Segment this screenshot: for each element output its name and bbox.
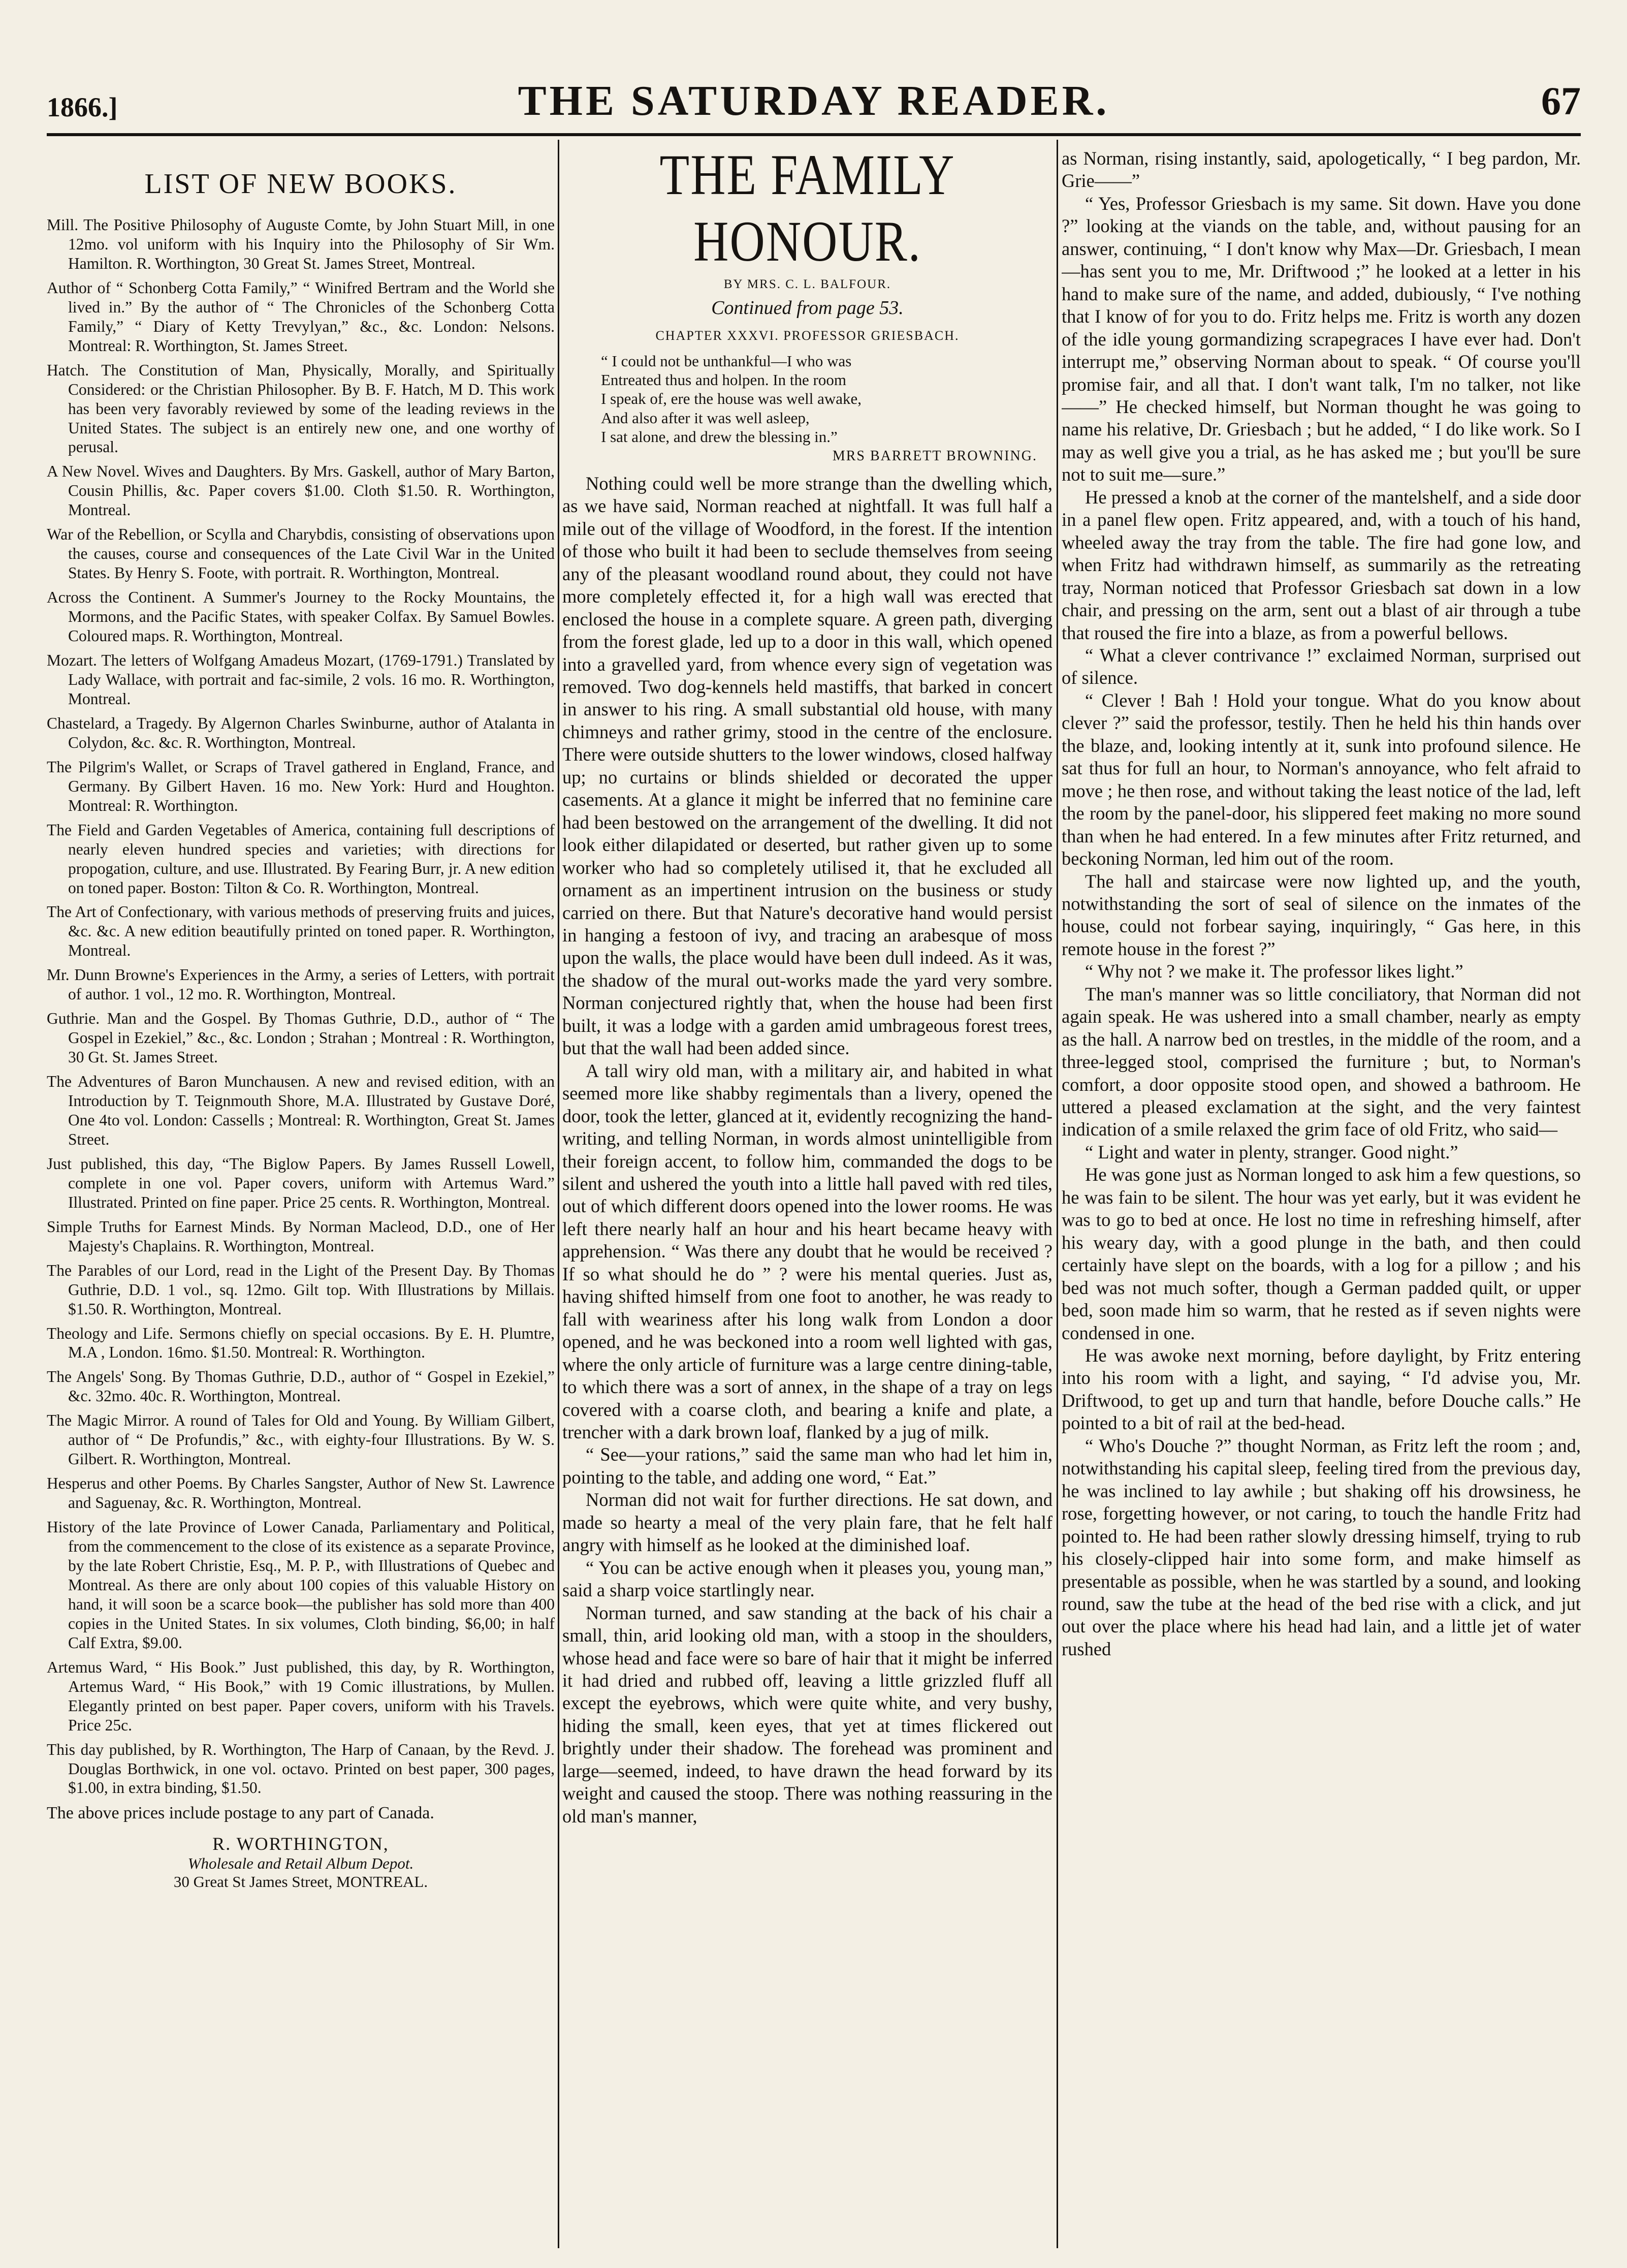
story-column-right (1062, 147, 1581, 2248)
story-column-middle (562, 147, 1052, 2248)
book-entry: Theology and Life. Sermons chiefly on special occasions. By E. H. Plumtre, M.A , London. 16mo. $1.50. Montreal: R. Worthington. (47, 1324, 555, 1362)
book-entries (47, 215, 555, 1798)
story-paragraph: Norman turned, and saw standing at the back of his chair a small, thin, arid looking old man, with a stoop in the shoulders, whose head and face were so bare of hair that it might be inferred it had dried and rubbed off, leaving a little grizzled fluff all except the eyebrows, which were quite white, and very bushy, hiding the small, keen eyes, that yet at times flickered out brightly under their shadow. The forehead was prominent and large—seemed, indeed, to have drawn the head forward by its weight and caused the stoop. There was nothing reassuring in the old man's manner, (562, 1602, 1052, 1826)
book-entry: Artemus Ward, “ His Book.” Just published, this day, by R. Worthington, Artemus Ward, “ His Book,” with 19 Comic illustrations, by Mullen. Elegantly printed on best paper. Paper covers, uniform with his Travels. Price 25c. (47, 1658, 555, 1734)
book-entry: Just published, this day, “The Biglow Papers. By James Russell Lowell, complete in one vol. Paper covers, uniform with Artemus Ward.” Illustrated. Printed on fine paper. Price 25 cents. R. Worthington, Montreal. (47, 1154, 555, 1211)
book-entry: Mr. Dunn Browne's Experiences in the Army, a series of Letters, with portrait of author. 1 vol., 12 mo. R. Worthington, Montreal. (47, 966, 555, 1003)
header-rule (47, 133, 1581, 136)
epigraph-attribution: MRS BARRETT BROWNING. (832, 448, 1037, 464)
epigraph-line: “ I could not be unthankful—I who was (601, 352, 852, 370)
publisher-name: R. WORTHINGTON, (212, 1833, 389, 1854)
book-entry: The Angels' Song. By Thomas Guthrie, D.D., author of “ Gospel in Ezekiel,” &c. 32mo. 40c. R. Worthington, Montreal. (47, 1368, 555, 1405)
book-entry: The Magic Mirror. A round of Tales for Old and Young. By William Gilbert, author of “ De Profundis,” &c., with eighty-four Illustrations. By W. S. Gilbert. R. Worthington, Montreal. (47, 1411, 555, 1468)
page-number: 67 (1541, 79, 1581, 123)
prices-note: The above prices include postage to any part of Canada. (47, 1804, 434, 1823)
story-paragraph: The man's manner was so little conciliatory, that Norman did not again speak. He was ushered into a small chamber, nearly as empty as the hall. A narrow bed on trestles, in the middle of the room, and a three-legged stool, comprised the furniture ; but, to Norman's comfort, a door opposite stood open, and showed a bathroom. He uttered a pleased exclamation at the sight, and the very faintest indication of a smile relaxed the grim face of old Fritz, who said— (1062, 983, 1581, 1140)
book-entry: History of the late Province of Lower Canada, Parliamentary and Political, from the commencement to the close of its existence as a separate Province, by the late Robert Christie, Esq., M. P. P., with Illustrations of Quebec and Montreal. As there are only about 100 copies of this valuable History on hand, it will soon be a scarce book—the publisher has sold more than 400 copies in the United States. In six volumes, Cloth binding, $6,00; in half Calf Extra, $9.00. (47, 1518, 555, 1652)
story-paragraph: Norman did not wait for further directions. He sat down, and made so hearty a meal of the very plain fare, that he felt half angry with himself as he looked at the diminished loaf. (562, 1489, 1052, 1556)
book-entry: The Pilgrim's Wallet, or Scraps of Travel gathered in England, France, and Germany. By Gilbert Haven. 16 mo. New York: Hurd and Houghton. Montreal: R. Worthington. (47, 758, 555, 814)
story-byline: BY MRS. C. L. BALFOUR. (723, 277, 891, 291)
epigraph-line: I sat alone, and drew the blessing in.” (601, 427, 838, 446)
book-entry: Mozart. The letters of Wolfgang Amadeus Mozart, (1769-1791.) Translated by Lady Wallace, with portrait and fac-simile, 2 vols. 16 mo. R. Worthington, Montreal. (47, 651, 555, 708)
book-entry: Simple Truths for Earnest Minds. By Norman Macleod, D.D., one of Her Majesty's Chaplains. R. Worthington, Montreal. (47, 1217, 555, 1255)
book-entry: This day published, by R. Worthington, The Harp of Canaan, by the Revd. J. Douglas Borthwick, in one vol. octavo. Printed on best paper, 300 pages, $1.00, in extra binding, $1.50. (47, 1740, 555, 1797)
publisher-line: Wholesale and Retail Album Depot. (187, 1854, 414, 1872)
chapter-heading: CHAPTER XXXVI. PROFESSOR GRIESBACH. (655, 328, 960, 343)
running-head-year: 1866.] (47, 92, 118, 122)
epigraph-line: And also after it was well asleep, (601, 408, 810, 427)
book-entry: Chastelard, a Tragedy. By Algernon Charles Swinburne, author of Atalanta in Colydon, &c. &c. R. Worthington, Montreal. (47, 714, 555, 751)
story-paragraph: He pressed a knob at the corner of the mantelshelf, and a side door in a panel flew open. Fritz appeared, and, with a touch of his hand, wheeled away the tray from the table. The fire had gone low, and when Fritz had withdrawn himself, as summarily as the retreating tray, Norman noticed that Professor Griesbach sat down in a low chair, and pressing on the arm, sent out a blast of air through a tube that roused the fire into a blaze, as from a powerful bellows. (1062, 486, 1581, 643)
epigraph-line: I speak of, ere the house was well awake, (601, 390, 862, 408)
book-entry: The Art of Confectionary, with various methods of preserving fruits and juices, &c. &c. A new edition beautifully printed on toned paper. R. Worthington, Montreal. (47, 903, 555, 960)
continued-note: Continued from page 53. (711, 297, 904, 319)
running-head-title: THE SATURDAY READER. (518, 77, 1110, 124)
story-paragraph: “ Light and water in plenty, stranger. Good night.” (1085, 1141, 1458, 1162)
book-entry: The Field and Garden Vegetables of America, containing full descriptions of nearly eleven hundred species and varieties; with directions for propogation, culture, and use. Illustrated. By Fearing Burr, jr. A new edition on toned paper. Boston: Tilton & Co. R. Worthington, Montreal. (47, 821, 555, 897)
column-rule-right (1057, 140, 1058, 2248)
publisher-address: 30 Great St James Street, MONTREAL. (173, 1872, 428, 1891)
book-entry: The Parables of our Lord, read in the Light of the Present Day. By Thomas Guthrie, D.D. 1 vol., sq. 12mo. Gilt top. With Illustrations by Millais. $1.50. R. Worthington, Montreal. (47, 1261, 555, 1318)
book-entry: Guthrie. Man and the Gospel. By Thomas Guthrie, D.D., author of “ The Gospel in Ezekiel,” &c., &c. London ; Strahan ; Montreal : R. Worthington, 30 Gt. St. James Street. (47, 1010, 555, 1066)
story-paragraph: “ Yes, Professor Griesbach is my same. Sit down. Have you done ?” looking at the viands on the table, and, without pausing for an answer, continuing, “ I don't know why Max—Dr. Griesbach, I mean—has sent you to me, Mr. Driftwood ;” he looked at a letter in his hand to make sure of the name, and added, dubiously, “ I've nothing that I know of for you to do. Fritz helps me. Fritz is worth any dozen of the idle young gormandizing scrapegraces I have ever had. Don't interrupt me,” observing Norman about to speak. “ Of course you'll promise fair, and all that. I don't want talk, I'm no talker, not like ——” He checked himself, but Norman thought he was going to name his relative, Dr. Griesbach ; but he added, “ I do like work. So I may as well give you a trial, as he has asked me ; but you'll be sure not to suit me—sure.” (1062, 193, 1581, 485)
books-list-title: LIST OF NEW BOOKS. (144, 168, 457, 200)
story-paragraph: He was gone just as Norman longed to ask him a few questions, so he was fain to be silent. The hour was yet early, but it was evident he was to go to bed at once. He lost no time in refreshing himself, after his weary day, with a good plunge in the bath, and then could certainly have slept on the boards, with a log for a pillow ; and his bed was not much softer, though a German padded quilt, or upper bed, soon made him so warm, that he rested as if seven nights were condensed in one. (1062, 1164, 1581, 1343)
story-paragraph: He was awoke next morning, before daylight, by Fritz entering into his room with a light, and saying, “ I'd advise you, Mr. Driftwood, to get up and turn that handle, before Douche calls.” He pointed to a bit of rail at the bed-head. (1062, 1345, 1581, 1434)
book-entry: War of the Rebellion, or Scylla and Charybdis, consisting of observations upon the causes, course and consequences of the Late Civil War in the United States. By Henry S. Foote, with portrait. R. Worthington, Montreal. (47, 525, 555, 582)
story-paragraph: “ Clever ! Bah ! Hold your tongue. What do you know about clever ?” said the professor, testily. Then he held his thin hands over the blaze, and, looking intently at it, sunk into profound silence. He sat thus for full an hour, to Norman's annoyance, who felt afraid to move ; he then rose, and without taking the least notice of the lad, left the room by the panel-door, his slippered feet making no more sound than when he had entered. In a few minutes after Fritz returned, and beckoning Norman, led him out of the room. (1062, 689, 1581, 869)
book-entry: The Adventures of Baron Munchausen. A new and revised edition, with an Introduction by T. Teignmouth Shore, M.A. Illustrated by Gustave Doré, One 4to vol. London: Cassells ; Montreal: R. Worthington, Great St. James Street. (47, 1073, 555, 1148)
story-paragraph: A tall wiry old man, with a military air, and habited in what seemed more like shabby regimentals than a livery, opened the door, took the letter, glanced at it, evidently recognizing the hand-writing, and telling Norman, in words almost unintelligible from their foreign accent, to follow him, commanded the dogs to be silent and ushered the youth into a little hall paved with red tiles, out of which different doors opened into the lower rooms. He was left there nearly half an hour and his heart became heavy with apprehension. “ Was there any doubt that he would be received ? If so what should he do ” ? were his mental queries. Just as, having shifted himself from one foot to another, he was ready to fall with weariness after his long walk from London a door opened, and he was beckoned into a room well lighted with gas, where the only article of furniture was a large centre dining-table, to which there was a sort of annex, in the shape of a tray on legs covered with a coarse cloth, and bearing a knife and plate, a trencher with a dark brown loaf, flanked by a jug of milk. (562, 1060, 1052, 1442)
story-paragraph: as Norman, rising instantly, said, apologetically, “ I beg pardon, Mr. Grie——” (1062, 148, 1581, 192)
column-rule-left (558, 140, 559, 2248)
story-paragraph: “ See—your rations,” said the same man who had let him in, pointing to the table, and adding one word, “ Eat.” (562, 1444, 1052, 1488)
book-entry: Across the Continent. A Summer's Journey to the Rocky Mountains, the Mormons, and the Pacific States, with speaker Colfax. By Samuel Bowles. Coloured maps. R. Worthington, Montreal. (47, 588, 555, 645)
epigraph-line: Entreated thus and holpen. In the room (601, 371, 846, 389)
story-paragraph: Nothing could well be more strange than the dwelling which, as we have said, Norman reached at nightfall. It was full half a mile out of the village of Woodford, in the forest. If the intention of those who built it had been to seclude themselves from seeing any of the pleasant woodland round about, they could not have more completely effected it, for a high wall was erected that enclosed the house in a complete square. A green path, diverging from the forest glade, led up to a door in this wall, which opened into a gravelled yard, from whence every sign of vegetation was removed. Two dog-kennels held mastiffs, that barked in concert in answer to his ring. A small substantial old house, with many chimneys and rather grimy, stood in the centre of the enclosure. There were outside shutters to the lower windows, closed halfway up; no curtains or blinds shielded or decorated the upper casements. At a glance it might be inferred that no feminine care had been bestowed on the arrangement of the dwelling. It did not look either dilapidated or deserted, but rather given up to some worker who had so completely utilised it, that he excluded all ornament as an impertinent intrusion on the business or study carried on there. But that Nature's decorative hand would persist in hanging a festoon of ivy, and tracing an arabesque of moss upon the walls, the place would have been dull indeed. As it was, the shadow of the mural out-works made the yard very sombre. Norman conjectured rightly that, when the house had been first built, it was a lodge with a garden amid umbrageous forest trees, but that the wall had been added since. (562, 472, 1052, 1059)
running-head (47, 76, 1581, 132)
story-body-middle (562, 472, 1052, 1828)
story-paragraph: “ You can be active enough when it pleases you, young man,” said a sharp voice startlingly near. (562, 1557, 1052, 1601)
book-entry: Hatch. The Constitution of Man, Physically, Morally, and Spiritually Considered: or the Christian Philosopher. By B. F. Hatch, M D. This work has been very favorably reviewed by some of the leading reviews in the United States. The subject is an entirely new one, and one worthy of perusal. (47, 361, 555, 456)
story-paragraph: “ What a clever contrivance !” exclaimed Norman, surprised out of silence. (1062, 644, 1581, 688)
story-paragraph: “ Who's Douche ?” thought Norman, as Fritz left the room ; and, notwithstanding his capital sleep, feeling tired from the previous day, he was inclined to lay awhile ; but shaking off his drowsiness, he rose, forgetting however, or not caring, to touch the handle Fritz had pointed to. He had been rather slowly dressing himself, trying to rub his closely-clipped hair into some form, and make himself as presentable as possible, when he was startled by a sound, and looking round, saw the tube at the head of the bed rise with a click, and jut out over the place where his head had lain, and a little jet of water rushed (1062, 1435, 1581, 1659)
story-paragraph: “ Why not ? we make it. The professor likes light.” (1085, 961, 1463, 982)
book-entry: Author of “ Schonberg Cotta Family,” “ Winifred Bertram and the World she lived in.” By the author of “ The Chronicles of the Schonberg Cotta Family,” “ Diary of Ketty Trevylyan,” &c., &c. London: Nelsons. Montreal: R. Worthington, St. James Street. (47, 278, 555, 355)
story-body-right (1062, 147, 1581, 1660)
book-entry: A New Novel. Wives and Daughters. By Mrs. Gaskell, author of Mary Barton, Cousin Phillis, &c. Paper covers $1.00. Cloth $1.50. R. Worthington, Montreal. (47, 462, 555, 519)
story-paragraph: The hall and staircase were now lighted up, and the youth, notwithstanding the sort of seal of silence on the inmates of the house, could not forbear saying, inquiringly, “ Gas here, in this remote house in the forest ?” (1062, 870, 1581, 959)
book-entry: Mill. The Positive Philosophy of Auguste Comte, by John Stuart Mill, in one 12mo. vol uniform with his Inquiry into the Philosophy of Sir Wm. Hamilton. R. Worthington, 30 Great St. James Street, Montreal. (47, 216, 555, 272)
story-title: THE FAMILY HONOUR. (659, 147, 955, 273)
epigraph (601, 352, 1052, 446)
book-entry: Hesperus and other Poems. By Charles Sangster, Author of New St. Lawrence and Saguenay, &c. R. Worthington, Montreal. (47, 1474, 555, 1512)
books-column (47, 147, 555, 2248)
